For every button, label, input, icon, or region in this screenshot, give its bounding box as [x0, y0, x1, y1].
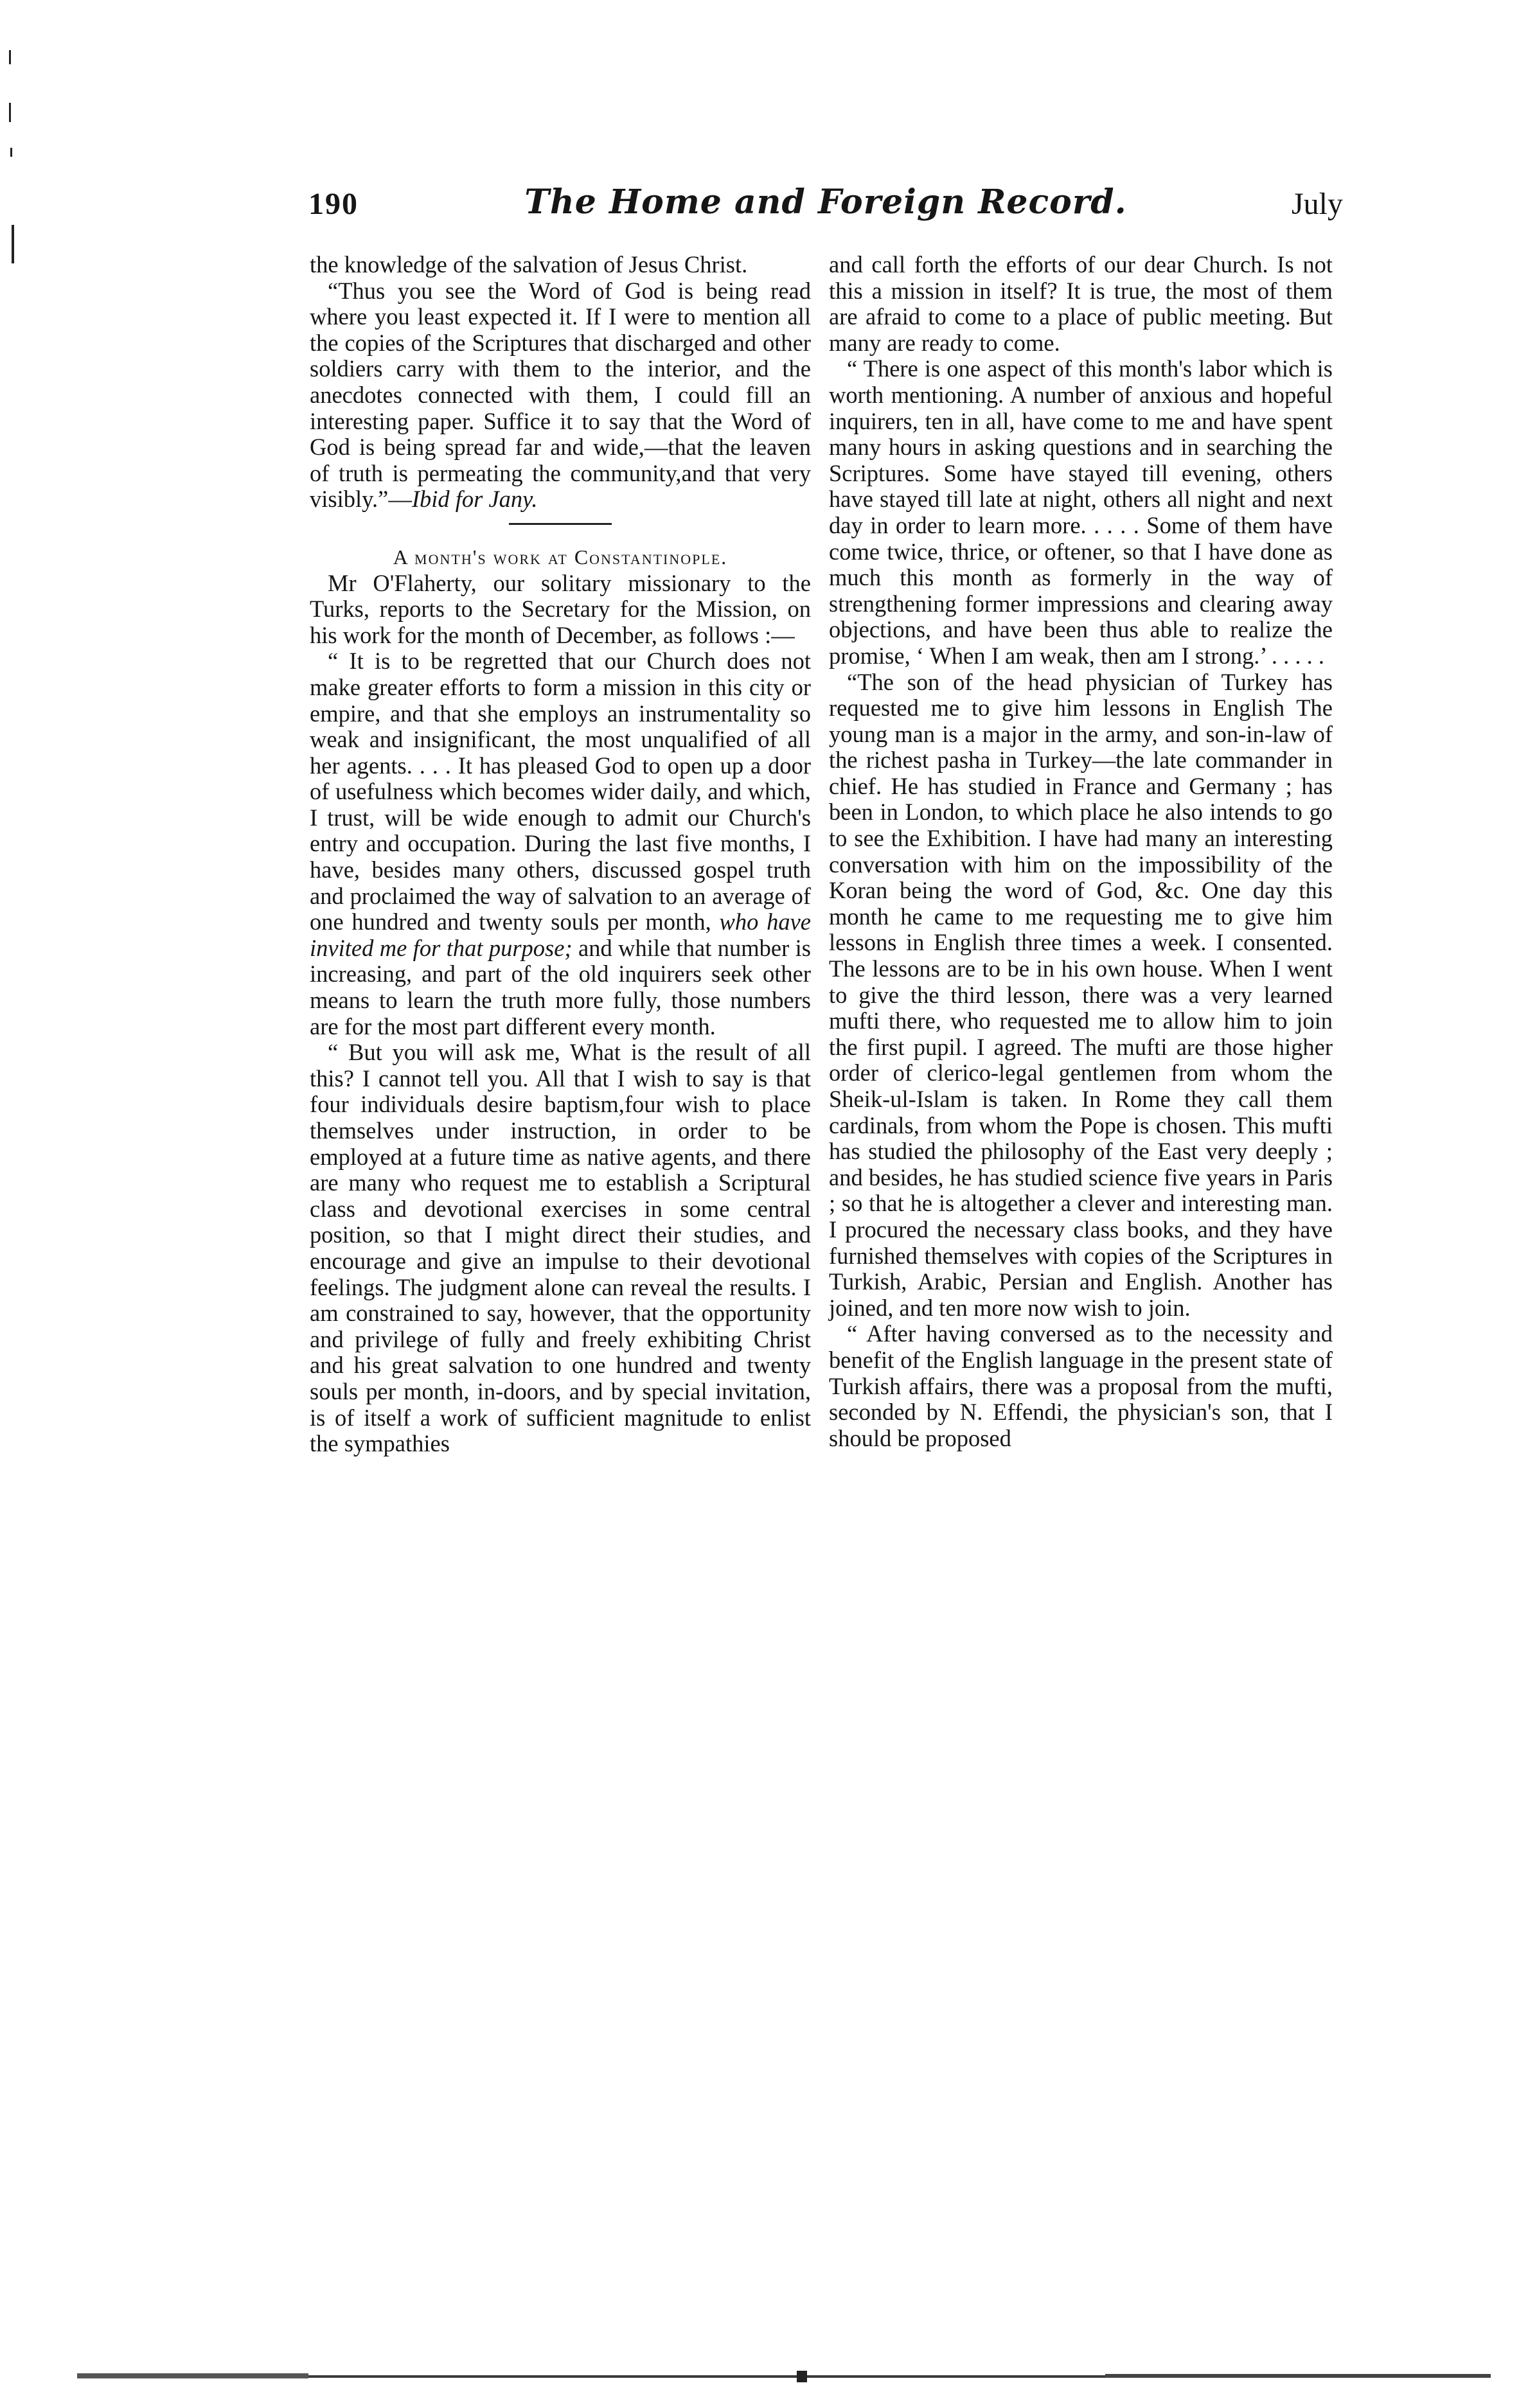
paragraph — [310, 648, 811, 1040]
paragraph — [310, 278, 811, 513]
page-header — [308, 182, 1343, 251]
section-heading: A month's work at Constantinople. — [393, 545, 728, 569]
scan-edge-mark — [9, 103, 11, 122]
paragraph: “The son of the head physician of Turkey has requested me to give him lessons in English The young man is a major in the army, and son-in-law of the richest pasha in Turkey—the late commander in chief. He has studied in France and Germany ; has been in London, to which place he also intends to go to see the Exhibition. I have had many an interesting conversation with him on the impossibility of the Koran being the word of God, &c. One day this month he came to me requesting me to give him lessons in English three times a week. I consented. The lessons are to be in his own house. When I went to give the third lesson, there was a very learned mufti there, who requested me to allow him to join the first pupil. I agreed. The mufti are those higher order of clerico-legal gentlemen from whom the Sheik-ul-Islam is taken. In Rome they call them cardinals, from whom the Pope is chosen. This mufti has studied the philosophy of the East very deeply ; and besides, he has studied science five years in Paris ; so that he is altogether a clever and interesting man. I procured the necessary class books, and they have furnished themselves with copies of the Scriptures in Turkish, Arabic, Persian and English. Another has joined, and ten more now wish to join. — [829, 668, 1333, 1321]
emphasis-text: who have invited me for that purpose; — [310, 908, 811, 961]
paragraph: Mr O'Flaherty, our solitary missionary to the Turks, reports to the Secretary for the Mission, on his work for the month of December, as follows :— — [310, 569, 811, 648]
right-column — [829, 252, 1333, 1451]
paragraph-text: and while that number is increasing, and part of the old inquirers seek other means to learn the truth more fully, those numbers are for the most part different every month. — [310, 934, 811, 1040]
footer-rule — [77, 2371, 1491, 2382]
paragraph: the knowledge of the salvation of Jesus Christ. — [310, 251, 748, 278]
header-month: July — [1291, 187, 1343, 221]
scan-edge-mark — [9, 50, 11, 64]
paragraph-text: “Thus you see the Word of God is being read where you least expected it. If I were to mention all the copies of the Scriptures that discharged and other soldiers carry with them to the interior, and the anecdotes connected with them, I could fill an interesting paper. Suffice it to say that the Word of God is being spread far and wide,—that the leaven of truth is permeating the community,and that very visibly.”— — [310, 277, 811, 513]
paragraph: “ After having conversed as to the necessity and benefit of the English language in the present state of Turkish affairs, there was a proposal from the mufti, seconded by N. Effendi, the physician's son, that I should be proposed — [829, 1320, 1333, 1451]
left-column — [310, 252, 811, 1457]
page-number: 190 — [308, 187, 359, 221]
citation: Ibid for Jany. — [411, 486, 538, 513]
paragraph: and call forth the efforts of our dear Church. Is not this a mission in itself? It is true, the most of them are afraid to come to a place of public meeting. But many are ready to come. — [829, 251, 1333, 356]
scan-edge-mark — [10, 148, 12, 157]
section-divider — [509, 523, 612, 525]
paragraph-text: “ It is to be regretted that our Church does not make greater efforts to form a mission in this city or empire, and that she employs an instrumentality so weak and insignificant, the most unqualified of all her agents. . . . It has pleased God to open up a door of usefulness which becomes wider daily, and which, I trust, will be wide enough to admit our Church's entry and occupation. During the last five months, I have, besides many others, discussed gospel truth and proclaimed the way of salvation to an average of one hundred and twenty souls per month, — [310, 648, 811, 935]
running-title: The Home and Foreign Record. — [524, 182, 1127, 222]
paragraph: “ But you will ask me, What is the result of all this? I cannot tell you. All that I wish to say is that four individuals desire baptism,four wish to place themselves under instruction, in order to be employed at a future time as native agents, and there are many who request me to establish a Scriptural class and devotional exercises in some central position, so that I might direct their studies, and encourage and give an impulse to their devotional feelings. The judgment alone can reveal the results. I am constrained to say, however, that the opportunity and privilege of fully and freely exhibiting Christ and his great salvation to one hundred and twenty souls per month, in-doors, and by special invitation, is of itself a work of sufficient magnitude to enlist the sympathies — [310, 1039, 811, 1457]
paragraph: “ There is one aspect of this month's labor which is worth mentioning. A number of anxious and hopeful inquirers, ten in all, have come to me and have spent many hours in asking questions and in searching the Scriptures. Some have stayed till evening, others have stayed till late at night, others all night and next day in order to learn more. . . . . Some of them have come twice, thrice, or oftener, so that I have done as much this month as formerly in the way of strengthening former impressions and clearing away objections, and have been thus able to realize the promise, ‘ When I am weak, then am I strong.’ . . . . . — [829, 355, 1333, 669]
scan-edge-mark — [12, 225, 14, 263]
